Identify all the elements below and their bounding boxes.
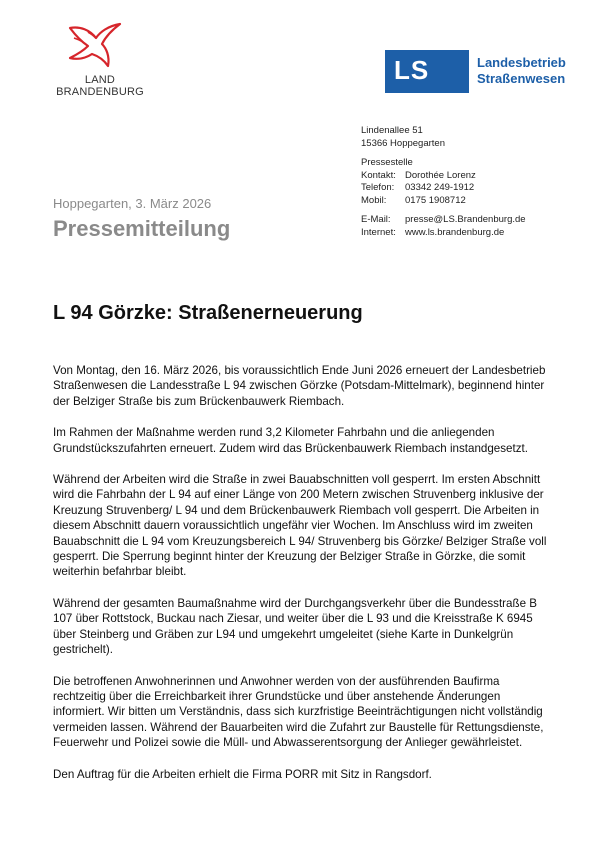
headline: L 94 Görzke: Straßenerneuerung: [53, 302, 363, 324]
contact-department: Pressestelle: [361, 157, 413, 168]
document-date: Hoppegarten, 3. März 2026: [53, 196, 212, 211]
kontakt-label: Kontakt:: [361, 169, 396, 181]
ls-logo-line1: Landesbetrieb: [477, 55, 566, 70]
contact-mobil-row: [361, 195, 526, 208]
ls-logo-name: [477, 55, 566, 87]
body-text: [53, 363, 553, 798]
contact-internet-row: [361, 227, 526, 240]
ls-logo-mark: [385, 50, 469, 93]
email-label: E-Mail:: [361, 214, 391, 225]
email-link[interactable]: presse@LS.Brandenburg.de: [405, 214, 526, 225]
red-eagle-icon: [66, 22, 128, 72]
logo-text-brandenburg: BRANDENBURG: [56, 86, 144, 98]
ls-logo-mark-text: LS: [394, 55, 430, 85]
ls-logo-line2: Straßenwesen: [477, 71, 566, 86]
mobil-value[interactable]: 0175 1908712: [405, 194, 466, 206]
paragraph: Im Rahmen der Maßnahme werden rund 3,2 Kilometer Fahrbahn und die anliegenden Grundstückszufahrten erneuert. Zudem wird das Brückenbauwerk Riembach instandgesetzt.: [53, 426, 528, 455]
paragraph: Während der gesamten Baumaßnahme wird der Durchgangsverkehr über die Bundesstraße B 107 über Rottstock, Buckau nach Ziesar, und weiter über die L 93 und die Kreisstraße K 6945 über Steinberg und Gräben zur L94 und umgekehrt umgeleitet (siehe Karte in Dunkelgrün gestrichelt).: [53, 596, 537, 657]
internet-link[interactable]: www.ls.brandenburg.de: [405, 226, 505, 238]
contact-email-row: [361, 214, 526, 227]
land-brandenburg-logo: [50, 22, 150, 97]
kontakt-value: Dorothée Lorenz: [405, 169, 476, 181]
logo-text-land: LAND: [84, 74, 116, 86]
contact-city: 15366 Hoppegarten: [361, 137, 445, 149]
paragraph: Die betroffenen Anwohnerinnen und Anwohner werden von der ausführenden Baufirma rechtzeitig über die Erreichbarkeit ihrer Grundstücke und über anstehende Änderungen informiert. Wir bitten um Verständnis, dass sich kurzfristige Beeinträchtigungen nicht vollständig vermeiden lassen. Während der Bauarbeiten wird die Zufahrt zur Baustelle für Rettungsdienste, Feuerwehr und Polizei sowie die Müll- und Abwasserentsorgung der Anlieger gewährleistet.: [53, 674, 544, 750]
internet-label: Internet:: [361, 226, 396, 238]
contact-street: Lindenallee 51: [361, 125, 423, 136]
paragraph: Den Auftrag für die Arbeiten erhielt die Firma PORR mit Sitz in Rangsdorf.: [53, 767, 432, 781]
telefon-label: Telefon:: [361, 182, 395, 193]
contact-block: [361, 125, 526, 239]
mobil-label: Mobil:: [361, 194, 387, 206]
paragraph: Von Montag, den 16. März 2026, bis voraussichtlich Ende Juni 2026 erneuert der Landesbetrieb Straßenwesen die Landesstraße L 94 zwischen Görzke (Potsdam-Mittelmark), beginnend hinter der Belziger Straße bis zum Brückenbauwerk Riembach.: [53, 364, 546, 408]
telefon-value[interactable]: 03342 249-1912: [405, 182, 475, 193]
contact-telefon-row: [361, 182, 526, 195]
paragraph: Während der Arbeiten wird die Straße in zwei Bauabschnitten voll gesperrt. Im ersten Abschnitt wird die Fahrbahn der L 94 auf einer Länge von 200 Metern zwischen Struvenberg inklusive der Kreuzung Struvenberg/ L 94 und dem Brückenbauwerk Riembach voll gesperrt. Die Arbeiten in diesem Abschnitt dauern voraussichtlich ungefähr vier Wochen. Im Anschluss wird im zweiten Bauabschnitt die L 94 vom Kreuzungsbereich L 94/ Struvenberg bis Görzke/ Belziger Straße voll gesperrt. Die Sperrung beginnt hinter der Kreuzung der Belziger Straße in Görzke, die somit weiterhin befahrbar bleibt.: [53, 473, 547, 579]
document-type: Pressemitteilung: [53, 216, 231, 241]
contact-kontakt-row: [361, 170, 526, 183]
